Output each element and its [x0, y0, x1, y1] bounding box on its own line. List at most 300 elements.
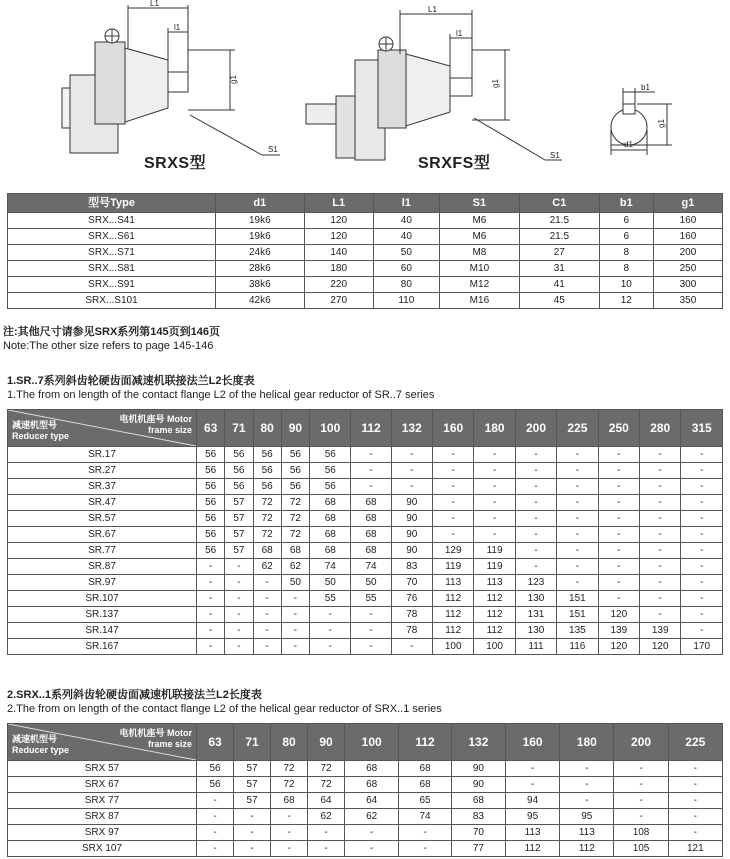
- spec-header-cell: C1: [519, 194, 599, 213]
- table-cell: -: [197, 607, 225, 623]
- section2-header-cell: 200: [614, 724, 668, 761]
- table-cell: -: [515, 463, 556, 479]
- table-cell: 64: [308, 793, 345, 809]
- table-cell: -: [310, 607, 351, 623]
- table-cell: 300: [653, 277, 722, 293]
- table-cell: -: [681, 463, 723, 479]
- table-row: [8, 229, 723, 245]
- table-cell: SR.167: [8, 639, 197, 655]
- table-cell: -: [474, 527, 515, 543]
- table-cell: 250: [653, 261, 722, 277]
- section1-header-cell: 100: [310, 410, 351, 447]
- table-cell: 50: [310, 575, 351, 591]
- table-cell: 68: [399, 777, 451, 793]
- table-cell: 60: [373, 261, 439, 277]
- table-cell: 21.5: [519, 229, 599, 245]
- table-row: [8, 825, 723, 841]
- table-cell: -: [308, 825, 345, 841]
- table-cell: 38k6: [216, 277, 305, 293]
- table-cell: 151: [557, 591, 598, 607]
- table-cell: 151: [557, 607, 598, 623]
- table-cell: 200: [653, 245, 722, 261]
- table-cell: 112: [474, 623, 515, 639]
- table-cell: -: [351, 463, 391, 479]
- table-cell: 62: [308, 809, 345, 825]
- table-cell: 68: [345, 761, 399, 777]
- table-cell: -: [225, 639, 253, 655]
- table-row: [8, 213, 723, 229]
- table-cell: 10: [599, 277, 653, 293]
- table-cell: -: [310, 639, 351, 655]
- table-cell: 112: [432, 607, 473, 623]
- table-cell: -: [557, 479, 598, 495]
- table-cell: -: [281, 639, 309, 655]
- table-cell: 72: [281, 527, 309, 543]
- section1-header-cell: 315: [681, 410, 723, 447]
- section1-title: [7, 374, 434, 402]
- technical-drawings: [0, 0, 730, 185]
- section1-header-cell: 180: [474, 410, 515, 447]
- section2-header-cell: 180: [560, 724, 614, 761]
- table-cell: M6: [439, 229, 519, 245]
- table-cell: -: [197, 639, 225, 655]
- table-cell: 90: [451, 761, 505, 777]
- table-cell: -: [640, 495, 681, 511]
- table-cell: 72: [253, 527, 281, 543]
- table-cell: 68: [351, 543, 391, 559]
- table-cell: 112: [432, 591, 473, 607]
- table-cell: 62: [345, 809, 399, 825]
- table-cell: 56: [197, 761, 234, 777]
- table-cell: 119: [432, 559, 473, 575]
- table-cell: 76: [391, 591, 432, 607]
- table-cell: -: [681, 559, 723, 575]
- table-cell: 119: [474, 543, 515, 559]
- table-cell: -: [681, 623, 723, 639]
- table-cell: -: [640, 511, 681, 527]
- sr7-l2-table: [7, 409, 723, 655]
- shaft-b1-label: b1: [641, 83, 650, 92]
- table-cell: 56: [225, 463, 253, 479]
- spec-header-cell: b1: [599, 194, 653, 213]
- table-cell: 56: [197, 777, 234, 793]
- table-cell: -: [225, 575, 253, 591]
- table-cell: 100: [474, 639, 515, 655]
- table-cell: SRX...S61: [8, 229, 216, 245]
- srx1-corner-cell: [8, 724, 197, 761]
- srxs-S1-label: S1: [268, 145, 278, 154]
- table-cell: -: [614, 793, 668, 809]
- table-cell: -: [391, 447, 432, 463]
- table-cell: 50: [373, 245, 439, 261]
- table-cell: 83: [391, 559, 432, 575]
- sr7-header-row: [8, 410, 723, 447]
- table-cell: 120: [598, 607, 639, 623]
- srxs-L1-label: L1: [150, 0, 159, 8]
- table-cell: -: [560, 793, 614, 809]
- spec-body: [8, 213, 723, 309]
- table-cell: SRX 77: [8, 793, 197, 809]
- srxfs-g1-label: g1: [491, 79, 500, 88]
- srx1-header-row: [8, 724, 723, 761]
- table-cell: 113: [560, 825, 614, 841]
- table-cell: -: [225, 623, 253, 639]
- table-row: [8, 479, 723, 495]
- table-row: [8, 809, 723, 825]
- table-cell: 56: [197, 447, 225, 463]
- table-cell: 56: [310, 479, 351, 495]
- table-cell: 56: [197, 543, 225, 559]
- table-cell: SRX...S101: [8, 293, 216, 309]
- section2-header-cell: 160: [505, 724, 559, 761]
- section1-header-cell: 200: [515, 410, 556, 447]
- table-cell: -: [345, 841, 399, 857]
- srxs-l1-label: l1: [174, 23, 181, 32]
- table-cell: SR.107: [8, 591, 197, 607]
- table-cell: 56: [281, 447, 309, 463]
- table-cell: -: [668, 825, 722, 841]
- table-cell: 68: [281, 543, 309, 559]
- table-cell: 220: [304, 277, 373, 293]
- table-cell: -: [271, 825, 308, 841]
- table-cell: -: [197, 793, 234, 809]
- drawings-svg: [0, 0, 730, 185]
- table-cell: 108: [614, 825, 668, 841]
- srxfs-L1-label: L1: [428, 5, 437, 14]
- table-cell: -: [197, 825, 234, 841]
- section2-header-cell: 112: [399, 724, 451, 761]
- table-cell: 68: [351, 495, 391, 511]
- table-cell: 68: [310, 495, 351, 511]
- section1-header-cell: 63: [197, 410, 225, 447]
- table-cell: -: [515, 495, 556, 511]
- section2-title-en: 2.The from on length of the contact flange L2 of the helical gear reductor of SRX..1 series: [7, 703, 442, 715]
- table-cell: 19k6: [216, 229, 305, 245]
- section2-title: [7, 688, 442, 716]
- table-cell: -: [614, 761, 668, 777]
- table-cell: 74: [310, 559, 351, 575]
- table-cell: -: [197, 809, 234, 825]
- srx1-corner-top-1: 电机机座号 Motor: [119, 728, 192, 738]
- table-cell: 112: [505, 841, 559, 857]
- table-cell: 62: [253, 559, 281, 575]
- table-cell: -: [598, 527, 639, 543]
- table-cell: -: [640, 559, 681, 575]
- table-cell: SRX...S71: [8, 245, 216, 261]
- table-cell: 160: [653, 229, 722, 245]
- table-cell: -: [598, 447, 639, 463]
- table-cell: 95: [560, 809, 614, 825]
- table-cell: 57: [234, 777, 271, 793]
- table-cell: SR.87: [8, 559, 197, 575]
- table-cell: SRX 97: [8, 825, 197, 841]
- table-cell: 40: [373, 229, 439, 245]
- table-cell: -: [432, 527, 473, 543]
- table-cell: -: [197, 623, 225, 639]
- table-cell: -: [281, 591, 309, 607]
- table-cell: 78: [391, 607, 432, 623]
- table-row: [8, 495, 723, 511]
- table-cell: -: [515, 559, 556, 575]
- table-cell: -: [557, 527, 598, 543]
- table-cell: 31: [519, 261, 599, 277]
- table-cell: 80: [373, 277, 439, 293]
- table-cell: 28k6: [216, 261, 305, 277]
- srxfs-S1-label: S1: [550, 151, 560, 160]
- table-cell: 120: [640, 639, 681, 655]
- section1-header-cell: 280: [640, 410, 681, 447]
- table-cell: -: [557, 447, 598, 463]
- table-cell: -: [681, 591, 723, 607]
- table-row: [8, 261, 723, 277]
- table-cell: -: [310, 623, 351, 639]
- table-cell: 24k6: [216, 245, 305, 261]
- table-cell: 57: [225, 495, 253, 511]
- table-row: [8, 793, 723, 809]
- table-cell: -: [640, 527, 681, 543]
- section1-header-cell: 132: [391, 410, 432, 447]
- table-cell: SR.67: [8, 527, 197, 543]
- table-cell: SR.57: [8, 511, 197, 527]
- table-cell: 113: [432, 575, 473, 591]
- table-cell: -: [640, 463, 681, 479]
- table-cell: 65: [399, 793, 451, 809]
- table-cell: 78: [391, 623, 432, 639]
- table-cell: 130: [515, 591, 556, 607]
- table-cell: SRX...S81: [8, 261, 216, 277]
- spec-table: [7, 193, 723, 309]
- table-cell: -: [399, 841, 451, 857]
- table-cell: 139: [598, 623, 639, 639]
- table-cell: -: [271, 841, 308, 857]
- table-row: [8, 543, 723, 559]
- sr7-body: [8, 447, 723, 655]
- table-cell: 180: [304, 261, 373, 277]
- table-cell: -: [351, 447, 391, 463]
- table-cell: 95: [505, 809, 559, 825]
- table-cell: SR.97: [8, 575, 197, 591]
- table-cell: 8: [599, 245, 653, 261]
- sr7-corner-top-1: 电机机座号 Motor: [119, 414, 192, 424]
- table-cell: 72: [281, 495, 309, 511]
- table-cell: 112: [474, 591, 515, 607]
- table-cell: 56: [225, 447, 253, 463]
- table-cell: 12: [599, 293, 653, 309]
- table-cell: -: [253, 639, 281, 655]
- table-cell: 57: [225, 511, 253, 527]
- table-cell: -: [432, 511, 473, 527]
- table-cell: -: [598, 479, 639, 495]
- table-cell: -: [345, 825, 399, 841]
- table-cell: -: [640, 575, 681, 591]
- table-cell: 56: [281, 463, 309, 479]
- table-cell: SR.77: [8, 543, 197, 559]
- table-cell: M16: [439, 293, 519, 309]
- table-cell: 68: [310, 511, 351, 527]
- table-cell: -: [557, 543, 598, 559]
- table-cell: -: [351, 607, 391, 623]
- table-cell: 40: [373, 213, 439, 229]
- spec-header-cell: S1: [439, 194, 519, 213]
- table-cell: -: [557, 495, 598, 511]
- table-cell: -: [432, 463, 473, 479]
- table-cell: 68: [399, 761, 451, 777]
- table-cell: 64: [345, 793, 399, 809]
- table-cell: -: [598, 591, 639, 607]
- table-cell: 70: [391, 575, 432, 591]
- table-cell: 68: [310, 527, 351, 543]
- table-cell: -: [515, 479, 556, 495]
- table-cell: 27: [519, 245, 599, 261]
- table-cell: SR.37: [8, 479, 197, 495]
- table-cell: -: [598, 511, 639, 527]
- table-cell: -: [234, 825, 271, 841]
- table-cell: -: [253, 575, 281, 591]
- table-cell: 72: [308, 761, 345, 777]
- table-cell: 41: [519, 277, 599, 293]
- table-cell: 72: [253, 495, 281, 511]
- table-cell: SR.137: [8, 607, 197, 623]
- table-row: [8, 245, 723, 261]
- table-cell: 70: [451, 825, 505, 841]
- table-cell: M10: [439, 261, 519, 277]
- srx1-body: [8, 761, 723, 857]
- table-row: [8, 777, 723, 793]
- table-cell: -: [668, 793, 722, 809]
- shaft-g1-label: g1: [657, 119, 666, 128]
- table-cell: -: [640, 479, 681, 495]
- table-cell: 50: [281, 575, 309, 591]
- table-cell: -: [253, 607, 281, 623]
- spec-header-cell: L1: [304, 194, 373, 213]
- table-cell: -: [391, 479, 432, 495]
- table-cell: 140: [304, 245, 373, 261]
- spec-header-cell: l1: [373, 194, 439, 213]
- table-cell: 8: [599, 261, 653, 277]
- table-cell: 105: [614, 841, 668, 857]
- table-cell: -: [668, 777, 722, 793]
- table-cell: -: [681, 479, 723, 495]
- table-cell: 57: [225, 527, 253, 543]
- table-cell: -: [351, 623, 391, 639]
- table-cell: 170: [681, 639, 723, 655]
- table-cell: 123: [515, 575, 556, 591]
- section1-title-zh: 1.SR..7系列斜齿轮硬齿面减速机联接法兰L2长度表: [7, 375, 255, 387]
- table-cell: -: [681, 527, 723, 543]
- table-cell: -: [681, 575, 723, 591]
- table-cell: 130: [515, 623, 556, 639]
- table-cell: -: [474, 511, 515, 527]
- table-cell: M6: [439, 213, 519, 229]
- table-cell: -: [557, 575, 598, 591]
- table-cell: 139: [640, 623, 681, 639]
- srx1-corner-bottom-2: Reducer type: [12, 745, 70, 755]
- table-cell: 56: [310, 447, 351, 463]
- spec-header-cell: 型号Type: [8, 194, 216, 213]
- section1-header-cell: 225: [557, 410, 598, 447]
- table-cell: 119: [474, 559, 515, 575]
- table-cell: -: [515, 511, 556, 527]
- table-cell: 113: [474, 575, 515, 591]
- table-cell: -: [668, 761, 722, 777]
- table-cell: -: [351, 479, 391, 495]
- table-cell: -: [197, 591, 225, 607]
- table-cell: -: [271, 809, 308, 825]
- table-cell: -: [668, 809, 722, 825]
- table-cell: -: [598, 559, 639, 575]
- section1-header-cell: 80: [253, 410, 281, 447]
- table-cell: -: [308, 841, 345, 857]
- table-cell: 270: [304, 293, 373, 309]
- srxs-title: SRXS型: [144, 155, 207, 172]
- table-cell: 94: [505, 793, 559, 809]
- table-cell: SRX 87: [8, 809, 197, 825]
- section1-header-cell: 250: [598, 410, 639, 447]
- table-cell: 116: [557, 639, 598, 655]
- table-cell: 120: [304, 229, 373, 245]
- table-cell: -: [557, 511, 598, 527]
- sr7-corner-top-2: frame size: [147, 425, 192, 435]
- table-cell: 72: [308, 777, 345, 793]
- table-cell: 6: [599, 213, 653, 229]
- table-row: [8, 463, 723, 479]
- table-cell: -: [614, 777, 668, 793]
- table-cell: 56: [225, 479, 253, 495]
- table-cell: SR.17: [8, 447, 197, 463]
- table-cell: 100: [432, 639, 473, 655]
- table-cell: -: [474, 463, 515, 479]
- table-cell: 57: [225, 543, 253, 559]
- section1-header-cell: 160: [432, 410, 473, 447]
- table-cell: -: [505, 777, 559, 793]
- table-cell: 129: [432, 543, 473, 559]
- table-cell: 112: [432, 623, 473, 639]
- table-cell: SRX 67: [8, 777, 197, 793]
- section2-header-cell: 132: [451, 724, 505, 761]
- table-row: [8, 527, 723, 543]
- table-cell: 62: [281, 559, 309, 575]
- table-row: [8, 447, 723, 463]
- table-cell: 56: [197, 479, 225, 495]
- table-cell: M12: [439, 277, 519, 293]
- section2-header-cell: 63: [197, 724, 234, 761]
- spec-header-cell: g1: [653, 194, 722, 213]
- table-cell: -: [681, 543, 723, 559]
- table-cell: -: [432, 479, 473, 495]
- table-cell: -: [225, 559, 253, 575]
- spec-header-row: [8, 194, 723, 213]
- table-cell: 55: [351, 591, 391, 607]
- table-cell: -: [681, 511, 723, 527]
- table-cell: 42k6: [216, 293, 305, 309]
- table-cell: SRX...S41: [8, 213, 216, 229]
- table-cell: 111: [515, 639, 556, 655]
- table-cell: 74: [351, 559, 391, 575]
- table-cell: 56: [197, 463, 225, 479]
- table-cell: -: [515, 543, 556, 559]
- table-cell: -: [234, 841, 271, 857]
- table-cell: 68: [351, 527, 391, 543]
- table-cell: 160: [653, 213, 722, 229]
- table-cell: 131: [515, 607, 556, 623]
- table-cell: -: [474, 447, 515, 463]
- table-cell: 72: [271, 761, 308, 777]
- section2-header-cell: 225: [668, 724, 722, 761]
- section1-title-en: 1.The from on length of the contact flange L2 of the helical gear reductor of SR..7 series: [7, 389, 435, 401]
- table-cell: 90: [391, 495, 432, 511]
- table-cell: 68: [345, 777, 399, 793]
- table-cell: 68: [253, 543, 281, 559]
